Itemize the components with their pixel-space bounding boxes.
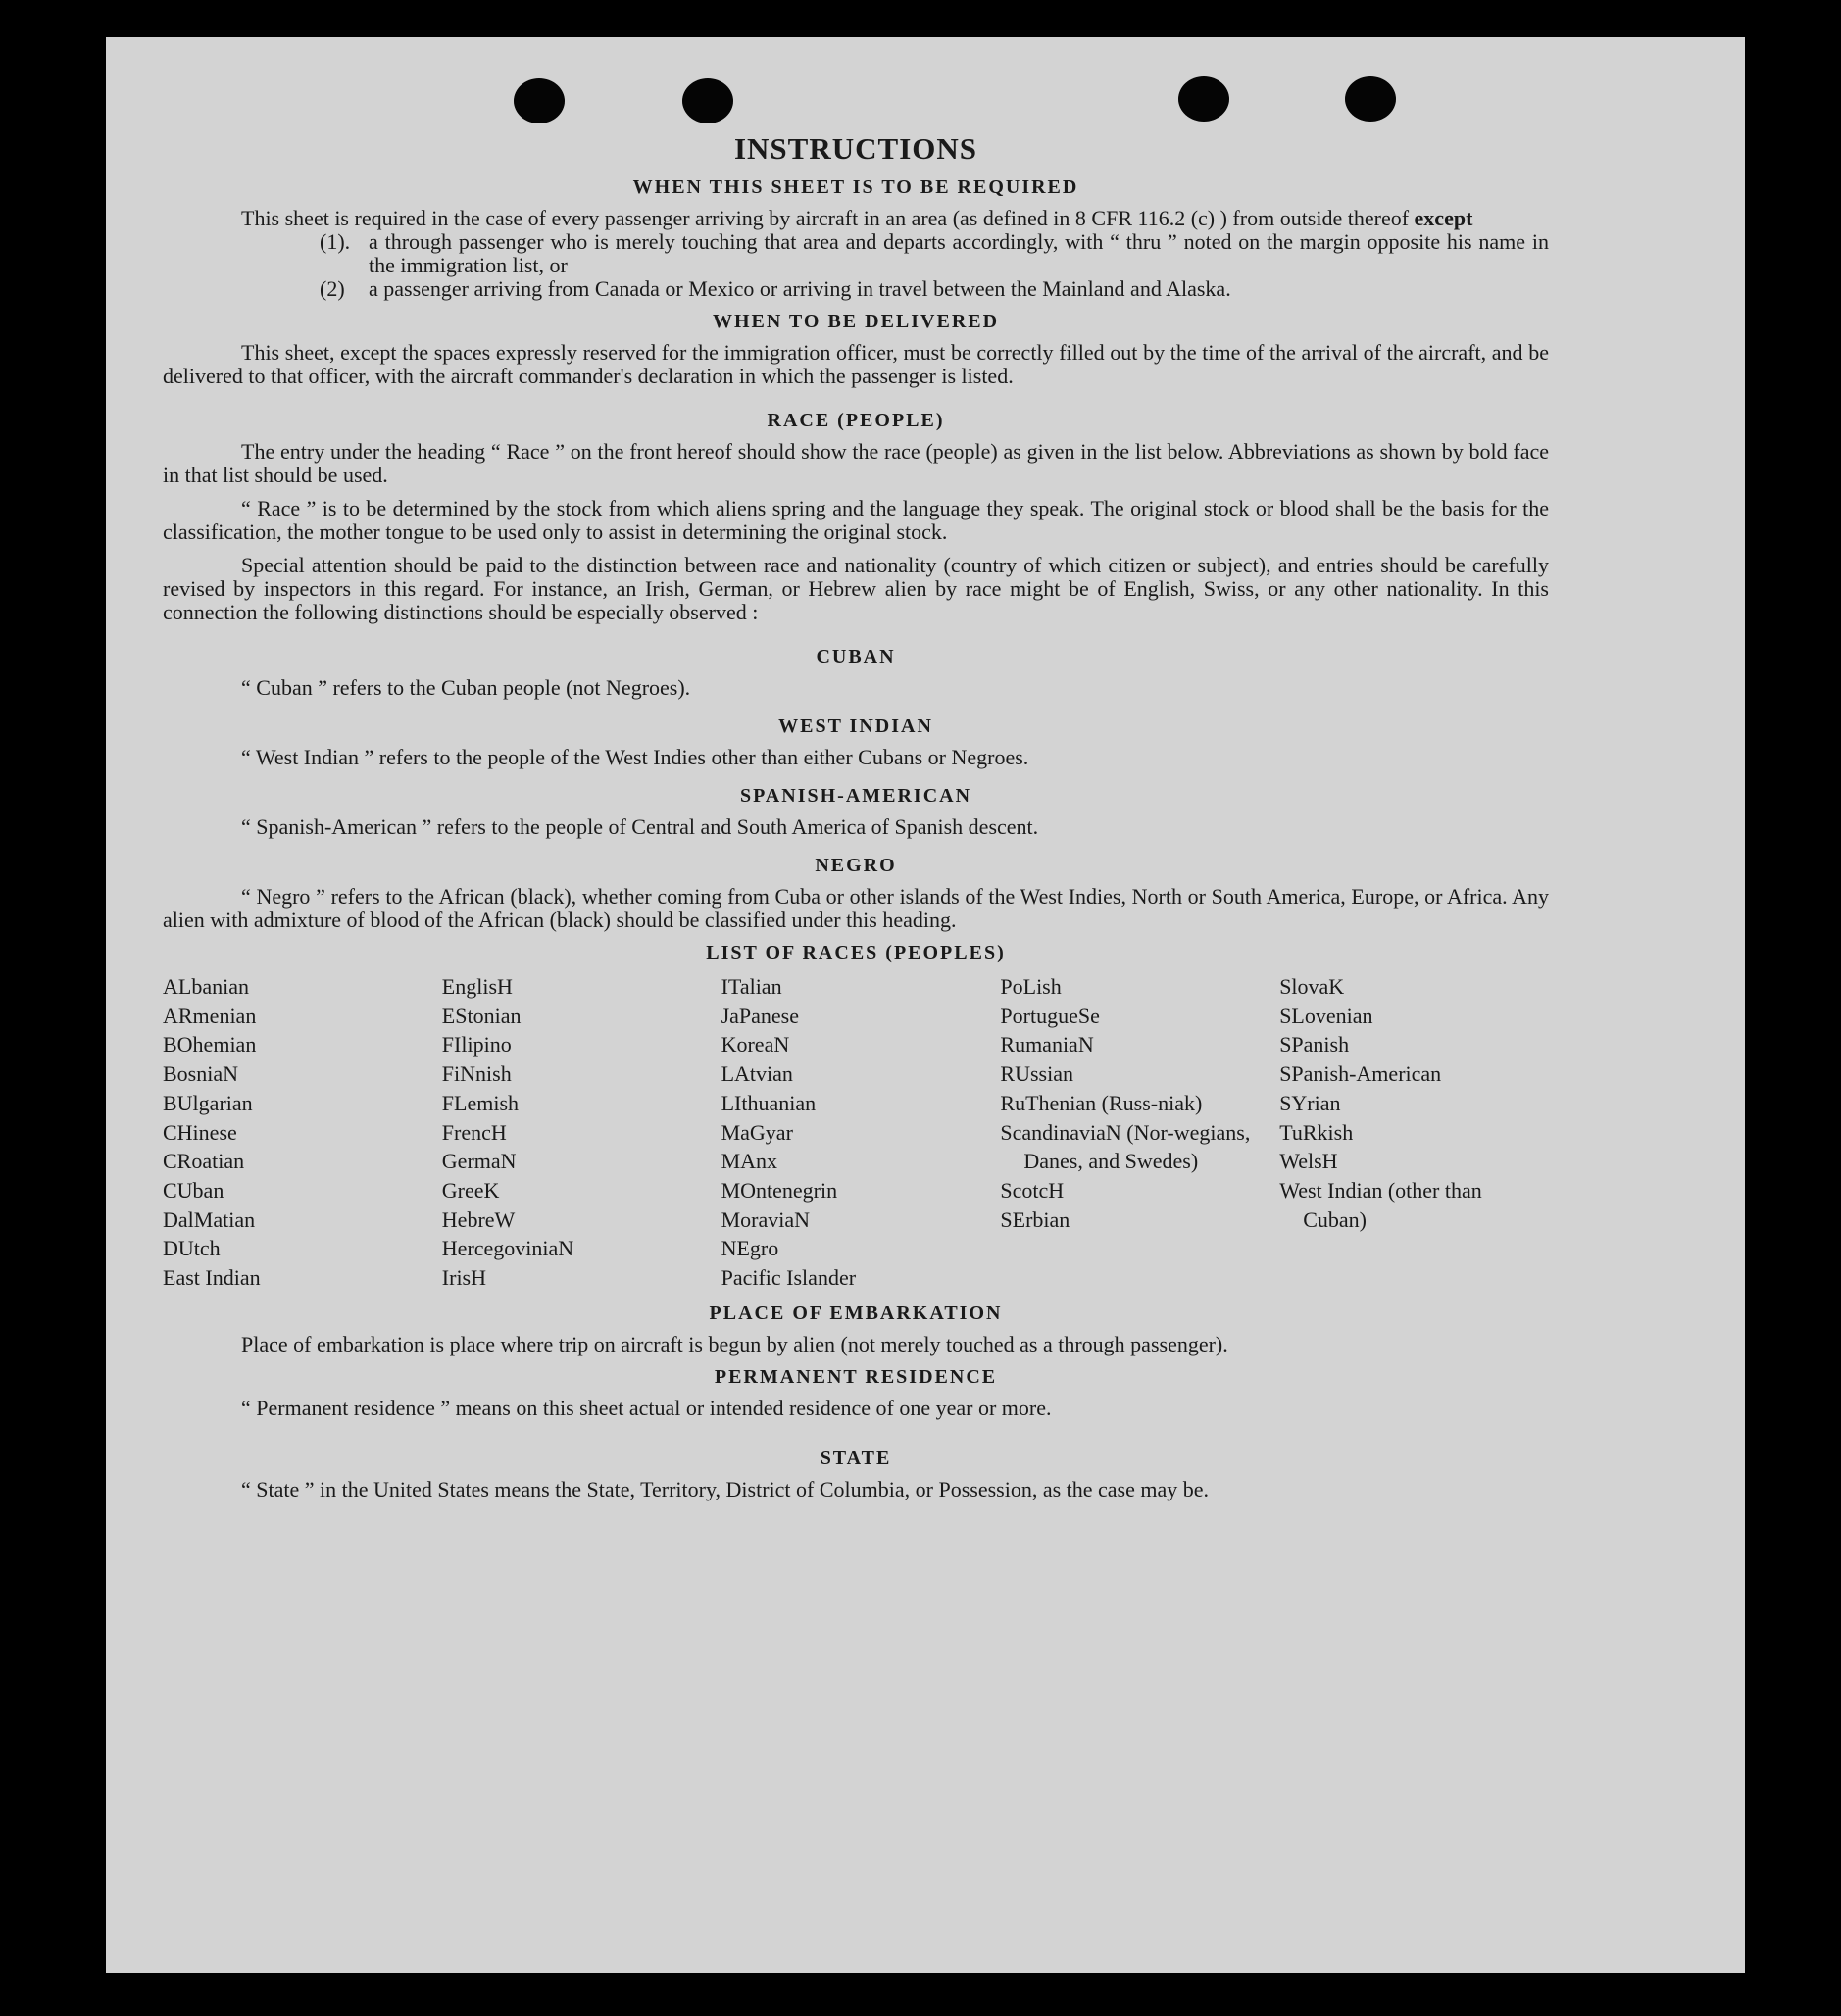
- race-item: FiNnish: [441, 1061, 512, 1087]
- race-item: West Indian (other than Cuban): [1279, 1177, 1482, 1232]
- race-item: BosniaN: [163, 1061, 238, 1087]
- embarkation-text: Place of embarkation is place where trip on aircraft is begun by alien (not merely touched as a through passenger).: [241, 1331, 1228, 1356]
- race-item: FLemish: [441, 1090, 520, 1115]
- section-heading-residence: PERMANENT RESIDENCE: [714, 1365, 998, 1388]
- section-heading-when-delivered: WHEN TO BE DELIVERED: [712, 311, 1000, 332]
- race-item: RumaniaN: [1000, 1032, 1094, 1057]
- race-item: KoreaN: [721, 1032, 790, 1057]
- race-item: CUban: [163, 1177, 224, 1203]
- race-item: SYrian: [1279, 1090, 1341, 1115]
- race-item: CRoatian: [163, 1149, 245, 1174]
- race-item: BOhemian: [163, 1032, 257, 1057]
- punch-hole: [514, 78, 565, 123]
- when-required-text: This sheet is required in the case of every passenger arriving by aircraft in an area (as defined in 8 CFR 116.2 (c) ) from outside thereof except: [241, 206, 1473, 230]
- section-heading-spanish-american: SPANISH-AMERICAN: [739, 785, 972, 807]
- races-column: [442, 972, 712, 1293]
- race-item: ITalian: [721, 974, 782, 999]
- races-column: [1000, 972, 1269, 1293]
- punch-hole: [1178, 76, 1229, 122]
- exception-item: (2) a passenger arriving from Canada or Mexico or arriving in travel between the Mainland and Alaska.: [320, 276, 1231, 301]
- race-item: GreeK: [441, 1177, 500, 1203]
- race-item: SPanish: [1279, 1032, 1350, 1057]
- race-item: MOntenegrin: [721, 1177, 838, 1203]
- section-heading-west-indian: WEST INDIAN: [778, 715, 933, 737]
- race-item: HercegoviniaN: [441, 1236, 574, 1261]
- punch-hole: [682, 78, 733, 123]
- race-paragraph: “ Race ” is to be determined by the stock from which aliens spring and the language they speak. The original stock or blood shall be the basis for the classification, the mother tongue to be used only to assist in determining the original stock.: [163, 496, 1549, 544]
- race-item: ScandinaviaN (Nor-wegians, Danes, and Swedes): [1000, 1119, 1251, 1174]
- section-heading-cuban: CUBAN: [816, 646, 896, 667]
- race-item: NEgro: [721, 1236, 779, 1261]
- race-item: Pacific Islander: [721, 1265, 857, 1291]
- race-item: BUlgarian: [163, 1090, 253, 1115]
- race-item: DUtch: [163, 1236, 221, 1261]
- race-item: RUssian: [1000, 1061, 1073, 1087]
- race-item: East Indian: [163, 1265, 261, 1291]
- race-item: FrencH: [441, 1119, 507, 1145]
- race-item: JaPanese: [721, 1003, 800, 1028]
- race-item: GermaN: [441, 1149, 517, 1174]
- race-item: MAnx: [721, 1149, 778, 1174]
- west-indian-text: “ West Indian ” refers to the people of the West Indies other than either Cubans or Negroes.: [241, 745, 1029, 769]
- race-item: ALbanian: [163, 974, 249, 999]
- page-title: INSTRUCTIONS: [733, 131, 977, 166]
- race-paragraph: The entry under the heading “ Race ” on the front hereof should show the race (people) as given in the list below. Abbreviations as shown by bold face in that list should be used.: [163, 439, 1549, 487]
- race-item: SErbian: [1000, 1206, 1070, 1232]
- section-heading-state: STATE: [820, 1447, 892, 1469]
- race-item: HebreW: [441, 1206, 516, 1232]
- section-heading-list-of-races: LIST OF RACES (PEOPLES): [706, 942, 1006, 963]
- instructions-content: [163, 131, 1549, 1501]
- race-item: ARmenian: [163, 1003, 257, 1028]
- races-list: [163, 972, 1549, 1293]
- race-item: FIlipino: [441, 1032, 512, 1057]
- negro-text: “ Negro ” refers to the African (black), whether coming from Cuba or other islands of the West Indies, North or South America, Europe, or Africa. Any alien with admixture of blood of the African (black) should be classified under this heading.: [163, 884, 1549, 932]
- race-item: CHinese: [163, 1119, 237, 1145]
- race-item: WelsH: [1279, 1149, 1338, 1174]
- section-heading-when-required: WHEN THIS SHEET IS TO BE REQUIRED: [632, 176, 1079, 198]
- race-item: SPanish-American: [1279, 1061, 1442, 1087]
- except-word: except: [1414, 206, 1473, 230]
- race-item: EnglisH: [441, 974, 513, 999]
- race-paragraph: Special attention should be paid to the distinction between race and nationality (country of which citizen or subject), and entries should be carefully revised by inspectors in this regard. For instance, an Irish, German, or Hebrew alien by race might be of English, Swiss, or any other nationality. In this connection the following distinctions should be especially observed :: [163, 553, 1549, 624]
- races-column: [721, 972, 991, 1293]
- spanish-american-text: “ Spanish-American ” refers to the people of Central and South America of Spanish descent.: [241, 814, 1039, 839]
- race-item: PoLish: [1000, 974, 1062, 999]
- race-item: IrisH: [441, 1265, 487, 1291]
- race-item: SlovaK: [1279, 974, 1345, 999]
- section-heading-embarkation: PLACE OF EMBARKATION: [709, 1302, 1003, 1324]
- section-heading-negro: NEGRO: [815, 855, 897, 876]
- punch-hole: [1345, 76, 1396, 122]
- race-item: DalMatian: [163, 1206, 256, 1232]
- cuban-text: “ Cuban ” refers to the Cuban people (not Negroes).: [241, 675, 691, 700]
- race-item: LIthuanian: [721, 1090, 817, 1115]
- race-item: PortugueSe: [1000, 1003, 1100, 1028]
- section-heading-race: RACE (PEOPLE): [767, 410, 945, 431]
- races-column: [1279, 972, 1549, 1293]
- race-item: EStonian: [441, 1003, 522, 1028]
- race-item: MaGyar: [721, 1119, 793, 1145]
- races-column: [163, 972, 432, 1293]
- when-delivered-text: This sheet, except the spaces expressly reserved for the immigration officer, must be correctly filled out by the time of the arrival of the aircraft, and be delivered to that officer, with the aircraft commander's declaration in which the passenger is listed.: [163, 340, 1549, 388]
- race-item: MoraviaN: [721, 1206, 811, 1232]
- race-item: TuRkish: [1279, 1119, 1354, 1145]
- race-item: LAtvian: [721, 1061, 793, 1087]
- residence-text: “ Permanent residence ” means on this sheet actual or intended residence of one year or more.: [241, 1395, 1052, 1420]
- race-item: RuThenian (Russ-niak): [1000, 1090, 1203, 1115]
- race-item: SLovenian: [1279, 1003, 1373, 1028]
- exception-item: (1). a through passenger who is merely touching that area and departs accordingly, with “ thru ” noted on the margin opposite his name in the immigration list, or: [320, 229, 1549, 277]
- state-text: “ State ” in the United States means the State, Territory, District of Columbia, or Possession, as the case may be.: [241, 1476, 1210, 1501]
- race-item: ScotcH: [1000, 1177, 1065, 1203]
